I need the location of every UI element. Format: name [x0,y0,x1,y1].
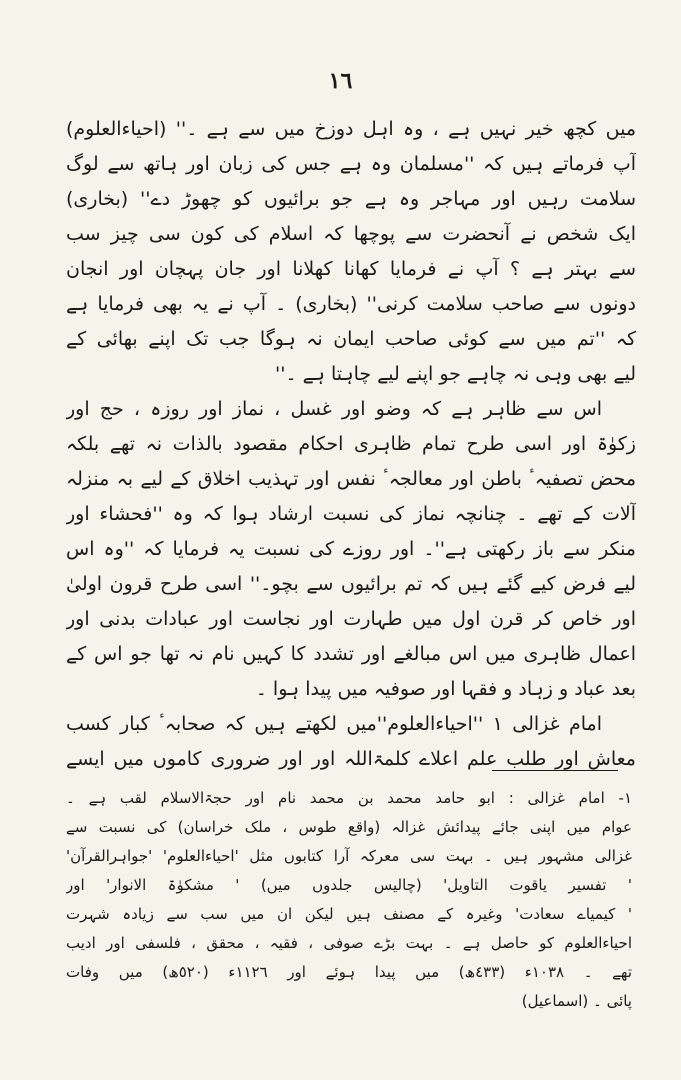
footnote-line: احیاءالعلوم کو حاصل ہے ۔ بہت بڑے صوفی ، فقیہ ، محقق ، فلسفی اور ادیب [66,934,632,952]
footnote-line: تھے ۔ ١٠٣٨ء (٤٣٣ھ) میں پیدا ہوئے اور ١١٢٦ء (٥٢٠ھ) میں وفات [66,963,632,981]
body-line: آلات کے تھے ۔ چنانچہ نماز کی نسبت ارشاد ہوا کہ وہ ''فحشاء اور [66,503,636,525]
footnote-divider [492,770,618,771]
body-line: لیے بھی وہی نہ چاہے جو اپنے لیے چاہتا ہے ۔'' [275,363,636,385]
body-line: آپ فرماتے ہیں کہ ''مسلمان وہ ہے جس کی زبان اور ہاتھ سے لوگ [66,153,636,175]
footnote-line: ١- امام غزالی : ابو حامد محمد بن محمد نام اور حجۃالاسلام لقب ہے ۔ [66,789,632,807]
body-line: اعمال ظاہری میں اس مبالغے اور تشدد کا کہیں نام نہ تھا جو اس کے [66,643,636,665]
body-line: سلامت رہیں اور مہاجر وہ ہے جو برائیوں کو چھوڑ دے'' (بخاری) [66,188,636,210]
body-text [66,112,636,777]
body-line: کہ ''تم میں سے کوئی صاحب ایمان نہ ہوگا جب تک اپنے بھائی کے [66,328,636,350]
body-line: سے بہتر ہے ؟ آپ نے فرمایا کھانا کھلانا اور جان پہچان اور انجان [66,258,636,280]
footnote-line: عوام میں اپنی جائے پیدائش غزالہ (واقع طوس ، ملک خراسان) کی نسبت سے [66,818,632,836]
page-number: ١٦ [328,68,353,94]
footnote-line: ' کیمیاے سعادت' وغیرہ کے مصنف ہیں لیکن ان میں سب سے زیادہ شہرت [66,905,632,923]
body-line: زکوٰۃ اور اسی طرح تمام ظاہری احکام مقصود بالذات نہ تھے بلکہ [66,433,636,455]
body-line: بعد عباد و زہاد و فقہا اور صوفیہ میں پیدا ہوا ۔ [255,678,636,700]
body-line: منکر سے باز رکھتی ہے''۔ اور روزے کی نسبت یہ فرمایا کہ ''وہ اس [66,538,636,560]
body-line: میں کچھ خیر نہیں ہے ، وہ اہل دوزخ میں سے ہے ۔'' (احیاءالعلوم) [66,118,636,140]
footnotes [66,784,632,1016]
body-line: معاش اور طلب علم اعلاے کلمۃاللہ اور اور ضروری کاموں میں ایسے [66,748,636,770]
body-line: ایک شخص نے آنحضرت سے پوچھا کہ اسلام کی کون سی چیز سب [66,223,636,245]
body-line: محض تصفیہٴ باطن اور معالجہٴ نفس اور تہذیب اخلاق کے لیے بہ منزلہ [66,468,636,490]
body-line: اور خاص کر قرن اول میں طہارت اور نجاست اور عبادات بدنی اور [66,608,636,630]
footnote-line: پائی ۔ (اسماعیل) [521,992,632,1010]
footnote-line: ' تفسیر یاقوت التاویل' (چالیس جلدوں میں) ' مشکوٰۃ الانوار' اور [66,876,632,894]
body-line: دونوں سے صاحب سلامت کرنی'' (بخاری) ۔ آپ نے یہ بھی فرمایا ہے [66,293,636,315]
body-line: اس سے ظاہر ہے کہ وضو اور غسل ، نماز اور روزہ ، حج اور [66,398,602,420]
footnote-line: غزالی مشہور ہیں ۔ بہت سی معرکہ آرا کتابوں مثل 'احیاءالعلوم' 'جواہرالقرآن' [66,847,632,865]
body-line: امام غزالی ١ ''احیاءالعلوم''میں لکھتے ہیں کہ صحابہٴ کبار کسب [66,713,602,735]
body-line: لیے فرض کیے گئے ہیں کہ تم برائیوں سے بچو۔'' اسی طرح قرون اولیٰ [66,573,636,595]
